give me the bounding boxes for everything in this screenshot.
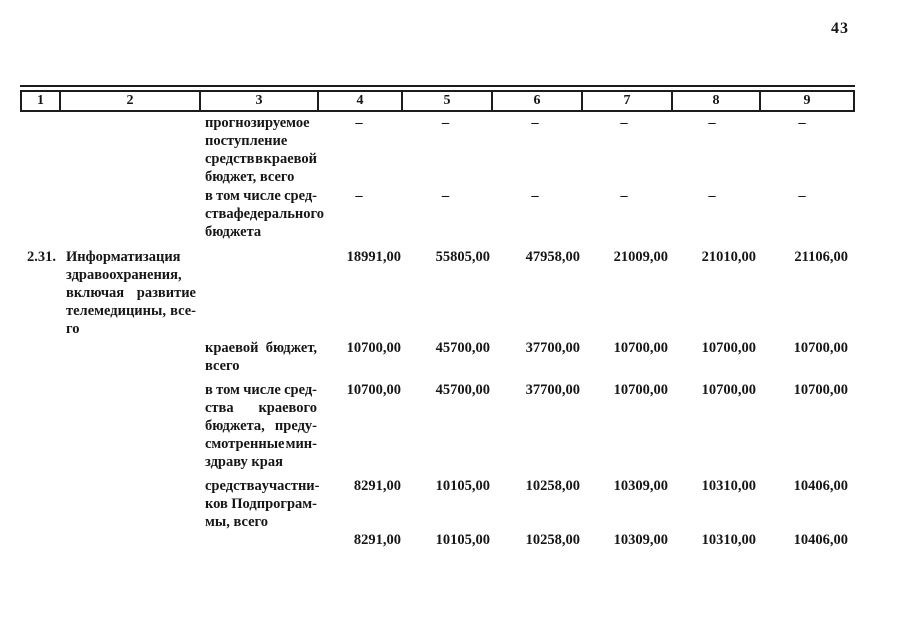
- cell-value: 10310,00: [701, 532, 756, 548]
- table-row: [20, 114, 855, 186]
- table-header-row: [20, 90, 855, 112]
- cell-value: 18991,00: [346, 249, 401, 265]
- cell-value: 10700,00: [701, 382, 756, 398]
- cell-value: 10310,00: [701, 478, 756, 494]
- cell-value: 21009,00: [613, 249, 668, 265]
- header-cell-8: 8: [671, 92, 759, 110]
- cell-value: 45700,00: [435, 382, 490, 398]
- cell-value: 10700,00: [613, 340, 668, 356]
- cell-dash: –: [355, 115, 363, 131]
- cell-value: 55805,00: [435, 249, 490, 265]
- page-number: 43: [831, 20, 849, 37]
- cell-value: 10406,00: [793, 532, 848, 548]
- cell-dash: –: [441, 188, 450, 204]
- cell-value: 37700,00: [525, 340, 580, 356]
- funding-source: в том числе сред- ства краевого бюджета, преду- смотренные мин- здраву края: [205, 382, 317, 470]
- program-name: Информатизация здравоохранения, включая развитие телемедицины, все- го: [66, 249, 196, 337]
- table-row: [20, 531, 855, 549]
- header-cell-7: 7: [581, 92, 671, 110]
- cell-dash: –: [620, 188, 628, 204]
- row-number: 2.31.: [27, 249, 56, 265]
- funding-source: средства участни- ков Подпрограм- мы, всего: [205, 478, 320, 530]
- cell-value: 10258,00: [525, 532, 580, 548]
- cell-value: 10700,00: [793, 382, 848, 398]
- table-row: [20, 381, 855, 471]
- funding-source: краевой бюджет, всего: [205, 340, 317, 374]
- cell-dash: –: [798, 188, 806, 204]
- cell-value: 21010,00: [701, 249, 756, 265]
- header-cell-6: 6: [491, 92, 581, 110]
- table-body: [20, 112, 855, 549]
- cell-dash: –: [620, 115, 628, 131]
- header-cell-3: 3: [199, 92, 317, 110]
- header-cell-4: 4: [317, 92, 401, 110]
- cell-value: 10258,00: [525, 478, 580, 494]
- cell-value: 10700,00: [346, 382, 401, 398]
- cell-value: 47958,00: [525, 249, 580, 265]
- cell-value: 10700,00: [701, 340, 756, 356]
- table-row: [20, 248, 855, 338]
- cell-dash: –: [708, 188, 716, 204]
- cell-dash: –: [355, 188, 363, 204]
- cell-value: 8291,00: [353, 478, 401, 494]
- cell-dash: –: [708, 115, 716, 131]
- header-cell-9: 9: [759, 92, 853, 110]
- funding-source: в том числе сред- ства федерального бюджета: [205, 188, 325, 240]
- cell-dash: –: [798, 115, 806, 131]
- cell-dash: –: [441, 115, 450, 131]
- header-cell-1: 1: [37, 93, 44, 108]
- cell-value: 10309,00: [613, 478, 668, 494]
- cell-value: 21106,00: [794, 249, 848, 265]
- cell-value: 8291,00: [353, 532, 401, 548]
- header-cell-2: 2: [59, 92, 199, 110]
- cell-dash: –: [531, 188, 539, 204]
- cell-value: 10700,00: [346, 340, 401, 356]
- funding-source: прогнозируемое поступление средств в краевой бюджет, всего: [205, 115, 317, 185]
- cell-value: 37700,00: [525, 382, 580, 398]
- cell-value: 10700,00: [793, 340, 848, 356]
- cell-dash: –: [531, 115, 539, 131]
- cell-value: 10105,00: [435, 532, 490, 548]
- table-top-rule: [20, 85, 855, 87]
- table-row: [20, 477, 855, 531]
- header-cell-5: 5: [401, 92, 491, 110]
- cell-value: 45700,00: [435, 340, 490, 356]
- cell-value: 10700,00: [613, 382, 668, 398]
- cell-value: 10105,00: [435, 478, 490, 494]
- table-row: [20, 187, 855, 241]
- table-row: [20, 339, 855, 375]
- cell-value: 10309,00: [613, 532, 668, 548]
- cell-value: 10406,00: [793, 478, 848, 494]
